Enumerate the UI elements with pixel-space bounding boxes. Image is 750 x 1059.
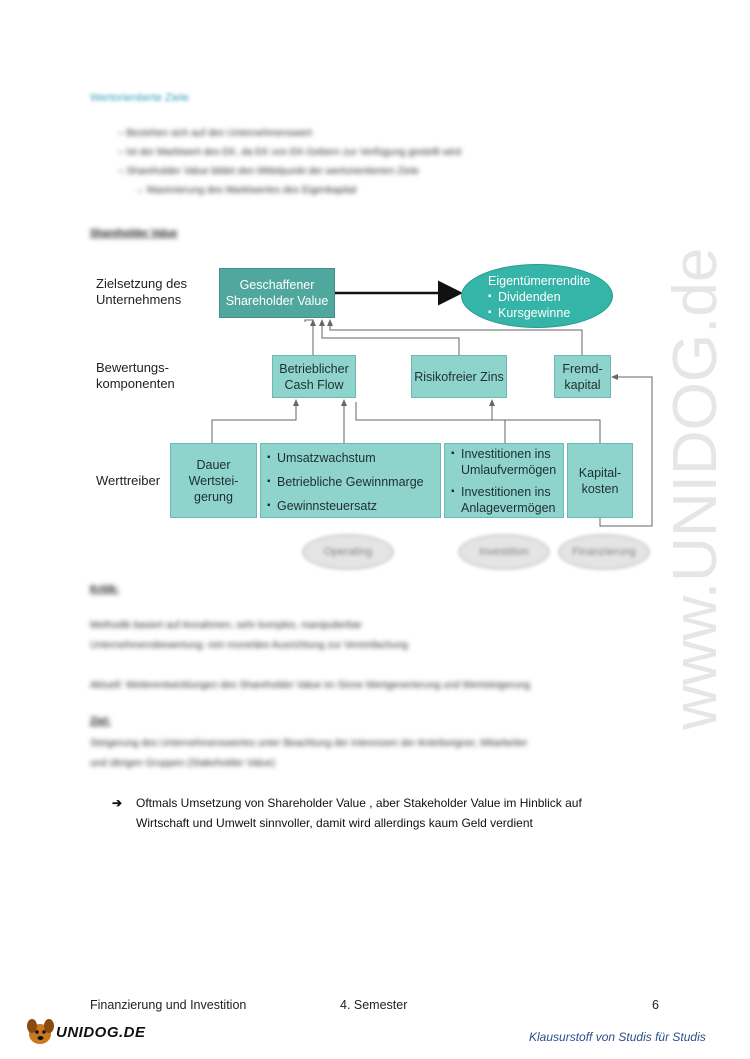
- driver-investition-list: [451, 446, 563, 516]
- row-label-zielsetzung: Zielsetzung des Unternehmens: [96, 276, 188, 307]
- oval-item: ▪ Dividenden: [488, 289, 612, 305]
- bullet-item: – Beziehen sich auf den Unternehmenswert: [118, 128, 313, 139]
- footer-semester: 4. Semester: [340, 998, 408, 1012]
- kritik-line: Unternehmensbewertung: rein monetäre Ausrichtung zur Vereinfachung: [90, 640, 408, 651]
- driver-dauer-wertsteigerung: Dauer Wertstei-gerung: [170, 443, 257, 518]
- aktuell-text: Aktuell: Weiterentwicklungen des Shareholder Value im Sinne Wertgenerierung und Wertsteigerung: [90, 680, 531, 691]
- kritik-heading: Kritik:: [90, 584, 119, 595]
- tag-finanzierung: Finanzierung: [558, 534, 650, 570]
- diagram-heading: Shareholder Value: [90, 228, 178, 239]
- ziel-heading: Ziel:: [90, 716, 111, 727]
- dog-icon: [22, 1012, 58, 1048]
- driver-kapitalkosten: Kapital-kosten: [567, 443, 633, 518]
- conclusion: [112, 793, 672, 833]
- ziel-line: Steigerung des Unternehmenswertes unter Beachtung der Interessen der Anteilseigner, Mitarbeiter: [90, 738, 528, 749]
- driver-item: ▪ Investitionen ins Umlaufvermögen: [451, 446, 563, 478]
- driver-investition: [444, 443, 564, 518]
- ziel-line: und übrigen Gruppen (Stakeholder Value): [90, 758, 275, 769]
- comp-cash-flow: Betrieblicher Cash Flow: [272, 355, 356, 398]
- oval-item: ▪ Kursgewinne: [488, 305, 612, 321]
- driver-operating-list: [267, 450, 424, 514]
- driver-item: ▪ Investitionen ins Anlagevermögen: [451, 484, 563, 516]
- shareholder-value-box: Geschaffener Shareholder Value: [219, 268, 335, 318]
- tag-investition: Investition: [458, 534, 550, 570]
- oval-list: [488, 289, 612, 321]
- driver-item: ▪ Gewinnsteuersatz: [267, 498, 424, 514]
- bullet-item: – Shareholder Value bildet den Mittelpunkt der wertorientierten Ziele: [118, 166, 420, 177]
- driver-item: ▪ Betriebliche Gewinnmarge: [267, 474, 424, 490]
- tag-operating: Operating: [302, 534, 394, 570]
- footer-page-number: 6: [652, 998, 659, 1012]
- bullet-arrow-line: → Maximierung des Marktwertes des Eigenkapital: [134, 185, 357, 196]
- unidog-logo[interactable]: [22, 1012, 152, 1048]
- section-heading: Wertorientierte Ziele: [90, 92, 189, 104]
- kritik-text: [90, 616, 690, 656]
- conclusion-line: Oftmals Umsetzung von Shareholder Value , aber Stakeholder Value im Hinblick auf: [136, 796, 582, 810]
- eigentuemerrendite-oval: [461, 264, 613, 328]
- kritik-line: Methodik basiert auf Annahmen, sehr komplex, manipulierbar: [90, 620, 362, 631]
- footer-tagline: Klausurstoff von Studis für Studis: [529, 1030, 706, 1044]
- comp-risikofreier-zins: Risikofreier Zins: [411, 355, 507, 398]
- arrow-icon: ➔: [112, 796, 123, 810]
- comp-fremdkapital: Fremd-kapital: [554, 355, 611, 398]
- logo-text: UNIDOG.DE: [56, 1024, 146, 1041]
- bullet-item: – Ist der Marktwert des EK, da EK von EK-Gebern zur Verfügung gestellt wird: [118, 147, 461, 158]
- row-label-werttreiber: Werttreiber: [96, 473, 161, 488]
- ziel-text: [90, 734, 710, 774]
- conclusion-line: Wirtschaft und Umwelt sinnvoller, damit wird allerdings kaum Geld verdient: [136, 816, 533, 830]
- driver-item: ▪ Umsatzwachstum: [267, 450, 424, 466]
- oval-title: Eigentümerrendite: [488, 274, 591, 288]
- row-label-bewertung: Bewertungs-komponenten: [96, 360, 175, 391]
- footer-course: Finanzierung und Investition: [90, 998, 247, 1012]
- watermark: www.UNIDOG.de: [661, 247, 730, 730]
- driver-operating: [260, 443, 441, 518]
